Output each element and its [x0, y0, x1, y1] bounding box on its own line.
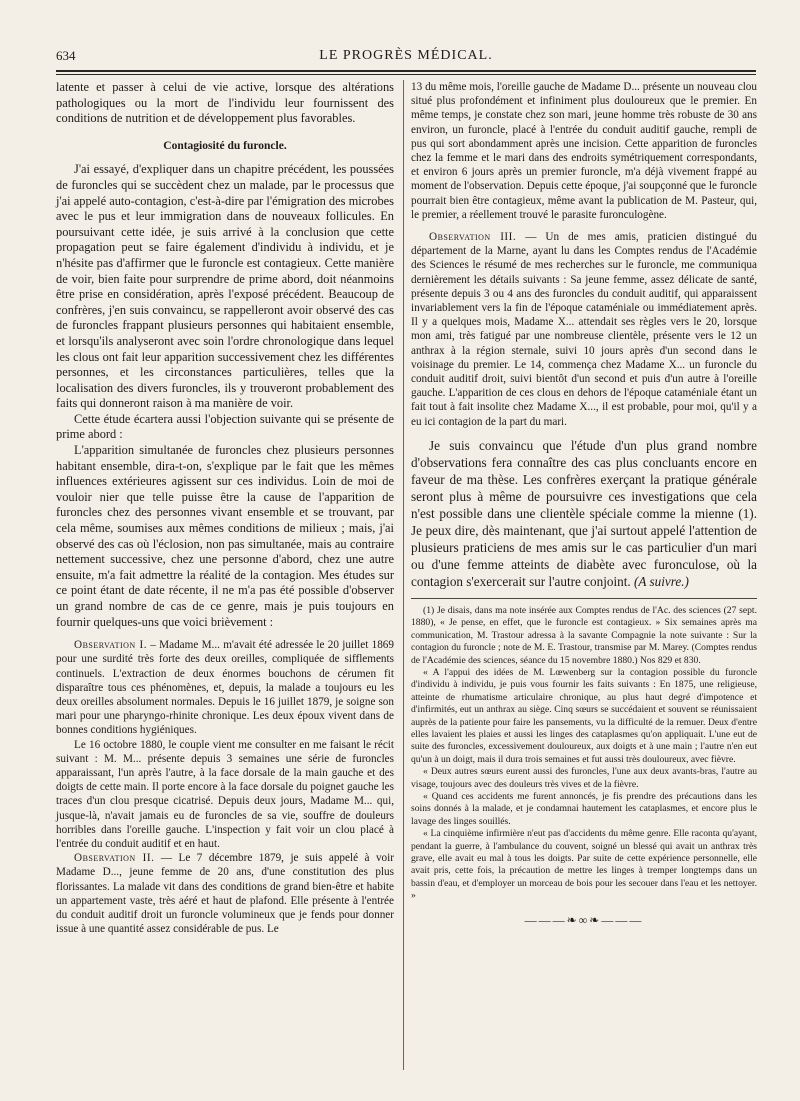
right-column [411, 80, 757, 928]
conclusion-text: Je suis convaincu que l'étude d'un plus grand nombre d'observations fera connaître des cas plus concluants encore en faveur de ma thèse. Les confrères exerçant la pratique générale seront plus à même de poursuivre ces investigations que cela n'est possible dans une clientèle spéciale comme la mienne (1). Je peux dire, dès maintenant, que j'ai surtout appelé l'attention de plusieurs praticiens de mes amis sur le cas particulier d'un mari ou d'une femme atteints de diabète avec furonculose, où la contagion s'exercerait sur l'autre conjoint. [411, 437, 757, 589]
to-be-continued: (A suivre.) [634, 573, 689, 589]
observation-1-continued: Le 16 octobre 1880, le couple vient me consulter en me faisant le récit suivant : M. M... présente depuis 3 semaines une série de furoncles apparaissant, l'un après l'autre, à la face dorsale de la main gauche et des doigts de cette main. Il porte encore à la face dorsale du poignet gauche les traces d'un clou presque cicatrisé. Depuis deux jours, Madame M... qui, jusque-là, n'avait jamais eu de furoncles de sa vie, souffre de douleurs horribles dans l'oreille gauche. L'inspection y fait voir un clou placé à l'entrée du conduit auditif et en haut. [56, 738, 394, 851]
observation-1 [56, 638, 394, 737]
observation-2 [56, 851, 394, 936]
footnote: « A l'appui des idées de M. Lœwenberg sur la contagion possible du furoncle d'individu à individu, je puis vous fournir les faits suivants : En 1875, une religieuse, atteinte de rhumatisme articulaire chronique, au plus haut degré d'impotence et d'infirmités, eut un anthrax au siège. Cinq sœurs se succédaient et souvent se réunissaient auprès de la patiente pour faire les pansements, vu la difficulté de la remuer. Deux d'entre elles lavaient les plaies et aussi les linges des cataplasmes qu'on appliquait. L'une eut de suite des furoncles, excessivement douloureux, aux doigts et à une main ; l'autre n'en eut qu'un à un doigt, mais il dura trois semaines et fut aussi très douloureux, avec fièvre. [411, 666, 757, 765]
observation-2-continued: 13 du même mois, l'oreille gauche de Madame D... présente un nouveau clou situé plus profondément et infiniment plus douloureux que le premier. En même temps, je constate chez son mari, jeune homme très robuste de 30 ans environ, un furoncle, placé à l'entrée du conduit auditif gauche, rempli de pus qui sort abondamment après une incision. Cette apparition de furoncles chez la femme et le mari dans des endroits symétriquement correspondants, et environ 6 jours après un premier furoncle, m'a déjà vivement frappé au moment de l'observation. Depuis cette époque, j'ai soupçonné que le furoncle pourrait bien être contagieux, même avant la publication de M. Pasteur, qui, le premier, a réellement trouvé le parasite furonculogène. [411, 81, 757, 221]
header-rule-thin [56, 74, 756, 75]
body-paragraph: L'apparition simultanée de furoncles chez plusieurs personnes habitant ensemble, dira-t-on, s'explique par le fait que les mêmes influences extérieures agissent sur ces individus. Loin de moi de vouloir nier que telle puisse être la cause de l'apparition de furoncles chez des personnes vivant ensemble et se trouvant, par cela même, soumises aux mêmes conditions de milieux ; mais, j'ai observé des cas où l'éclosion, non pas simultanée, mais au contraire nettement successive, chez une personne d'abord, chez une autre ensuite, m'a fait admettre la réalité de la contagion. Mes études sur ce point étant de date récente, il ne m'a pas été possible d'observer un grand nombre de cas de ce genre, mais je puis toujours en fournir quelques-uns que voici brièvement : [56, 443, 394, 629]
footnote: (1) Je disais, dans ma note insérée aux Comptes rendus de l'Ac. des sciences (27 sept. 1880), « Je pense, en effet, que le furoncle est contagieux. » Six semaines après ma communication, M. Trastour adressa à la savante Compagnie la note suivante : Sur la contagion du furoncle ; note de M. E. Trastour, transmise par M. Marey. (Comptes rendus de l'Académie des sciences, séance du 15 novembre 1880.) Nos 829 et 830. [411, 604, 757, 666]
left-column [56, 80, 394, 936]
observation-text: – Madame M... m'avait été adressée le 20 juillet 1869 pour une surdité très forte des deux oreilles, compliquée de sifflements continuels. L'extraction de deux énormes bouchons de cérumen fit disparaître tous ces phénomènes, et, depuis, la malade a toujours eu les deux oreilles absolument normales. Depuis le 16 juillet 1879, je soigne son mari pour une pharyngo-rhinite chronique. Les deux époux vivent dans de bonnes conditions hygiéniques. [56, 639, 394, 737]
page-number: 634 [56, 48, 76, 63]
observation-text: — Un de mes amis, praticien distingué du département de la Marne, ayant lu dans les Comptes rendus de l'Académie des Sciences le résumé de mes recherches sur le furoncle, me communiqua dernièrement les détails suivants : Sa jeune femme, assez délicate de santé, présente depuis 3 ou 4 ans des furoncles du conduit auditif, qui apparaissent invariablement vers la fin de l'époque cataméniale ou immédiatement après. Il y a quelques mois, Madame X... attendait ses règles vers le 20, lorsque mon ami, très fatigué par une nombreuse clientèle, présente vers le 12 un anthrax à la région sternale, suivi 10 jours après d'un second dans le voisinage du premier. Le 14, commença chez Madame X... un furoncle du conduit auditif droit, suivi bientôt d'un second et puis d'un autre à l'oreille gauche. L'apparition de ces clous en dehors de l'époque cataméniale étant un fait tout à fait insolite chez Madame X..., il est probable, pour moi, qu'il y a eu ici contagion de la part du mari. [411, 231, 757, 428]
footnote-rule [411, 598, 757, 599]
footnote: « La cinquième infirmière n'eut pas d'accidents du même genre. Elle raconta qu'ayant, pendant la guerre, à l'ambulance du couvent, soigné un blessé qui avait un anthrax très grave, elle avait eu mal à tous les doigts. Par suite de cette expérience personnelle, elle avait pris, cette fois, la précaution de mettre les linges à tremper longtemps dans un bassin d'eau, et d'employer un morceau de bois pour les secouer dans l'eau et les nettoyer. » [411, 828, 757, 902]
conclusion-paragraph [411, 437, 757, 590]
footnotes [411, 605, 757, 903]
observation-3 [411, 230, 757, 429]
journal-title: LE PROGRÈS MÉDICAL. [319, 48, 493, 63]
column-divider [403, 80, 404, 1070]
footnote: « Quand ces accidents me furent annoncés, je fis prendre des précautions dans les soins donnés à la malade, et je condamnai hautement les cataplasmes, et encore plus le lavage des linges souillés. [411, 790, 757, 827]
intro-paragraph: latente et passer à celui de vie active, lorsque des altérations pathologiques ou la mort de l'individu leur fournissent des conditions de nutrition et de développement plus favorables. [56, 80, 394, 126]
observation-text: — Le 7 décembre 1879, je suis appelé à voir Madame D..., jeune femme de 20 ans, d'une constitution des plus florissantes. La malade vit dans des conditions de grand bien-être et habite un appartement vaste, très aéré et haut de plafond. Elle présente à l'entrée du conduit auditif droit un furoncle volumineux que je fends pour donner issue à une quantité assez considérable de pus. Le [56, 852, 394, 936]
section-title: Contagiosité du furoncle. [163, 139, 287, 152]
observation-heading: Observation II. [74, 852, 155, 865]
body-paragraph: J'ai essayé, d'expliquer dans un chapitre précédent, les poussées de furoncles qui se succèdent chez un malade, par le processus que j'ai appelé auto-contagion, c'est-à-dire par l'émigration des microbes avec le pus et leur immigration dans de nouveaux follicules. En poursuivant cette idée, je suis arrivé à la conclusion que cette propagation peut se faire également d'individu à individu, et je n'hésite pas d'affirmer que le furoncle est contagieux. Cette manière de voir, bien faite pour surprendre de prime abord, doit néanmoins être prise en considération, après l'exposé précédent. Beaucoup de confrères, j'en suis convaincu, se rappelleront avoir observé des cas de furoncles frappant plusieurs personnes qui habitaient ensemble, et lorsqu'ils analyseront avec soin l'ordre chronologique dans lequel les clous ont fait leur apparition successivement chez les différentes personnes, et les circonstances particulières, telles que la localisation des divers furoncles, ils y trouveront probablement des faits qui donneront raison à ma manière de voir. [56, 162, 394, 411]
footnote: « Deux autres sœurs eurent aussi des furoncles, l'une aux deux avants-bras, l'autre au visage, toujours avec des douleurs très vives et de la fièvre. [411, 766, 757, 790]
end-ornament: ———❧∞❧——— [524, 912, 644, 927]
page-header [56, 48, 756, 70]
header-rule [56, 70, 756, 72]
observation-heading: Observation III. [429, 231, 517, 244]
body-paragraph: Cette étude écartera aussi l'objection suivante qui se présente de prime abord : [56, 411, 394, 442]
observation-heading: Observation I. [74, 639, 147, 652]
